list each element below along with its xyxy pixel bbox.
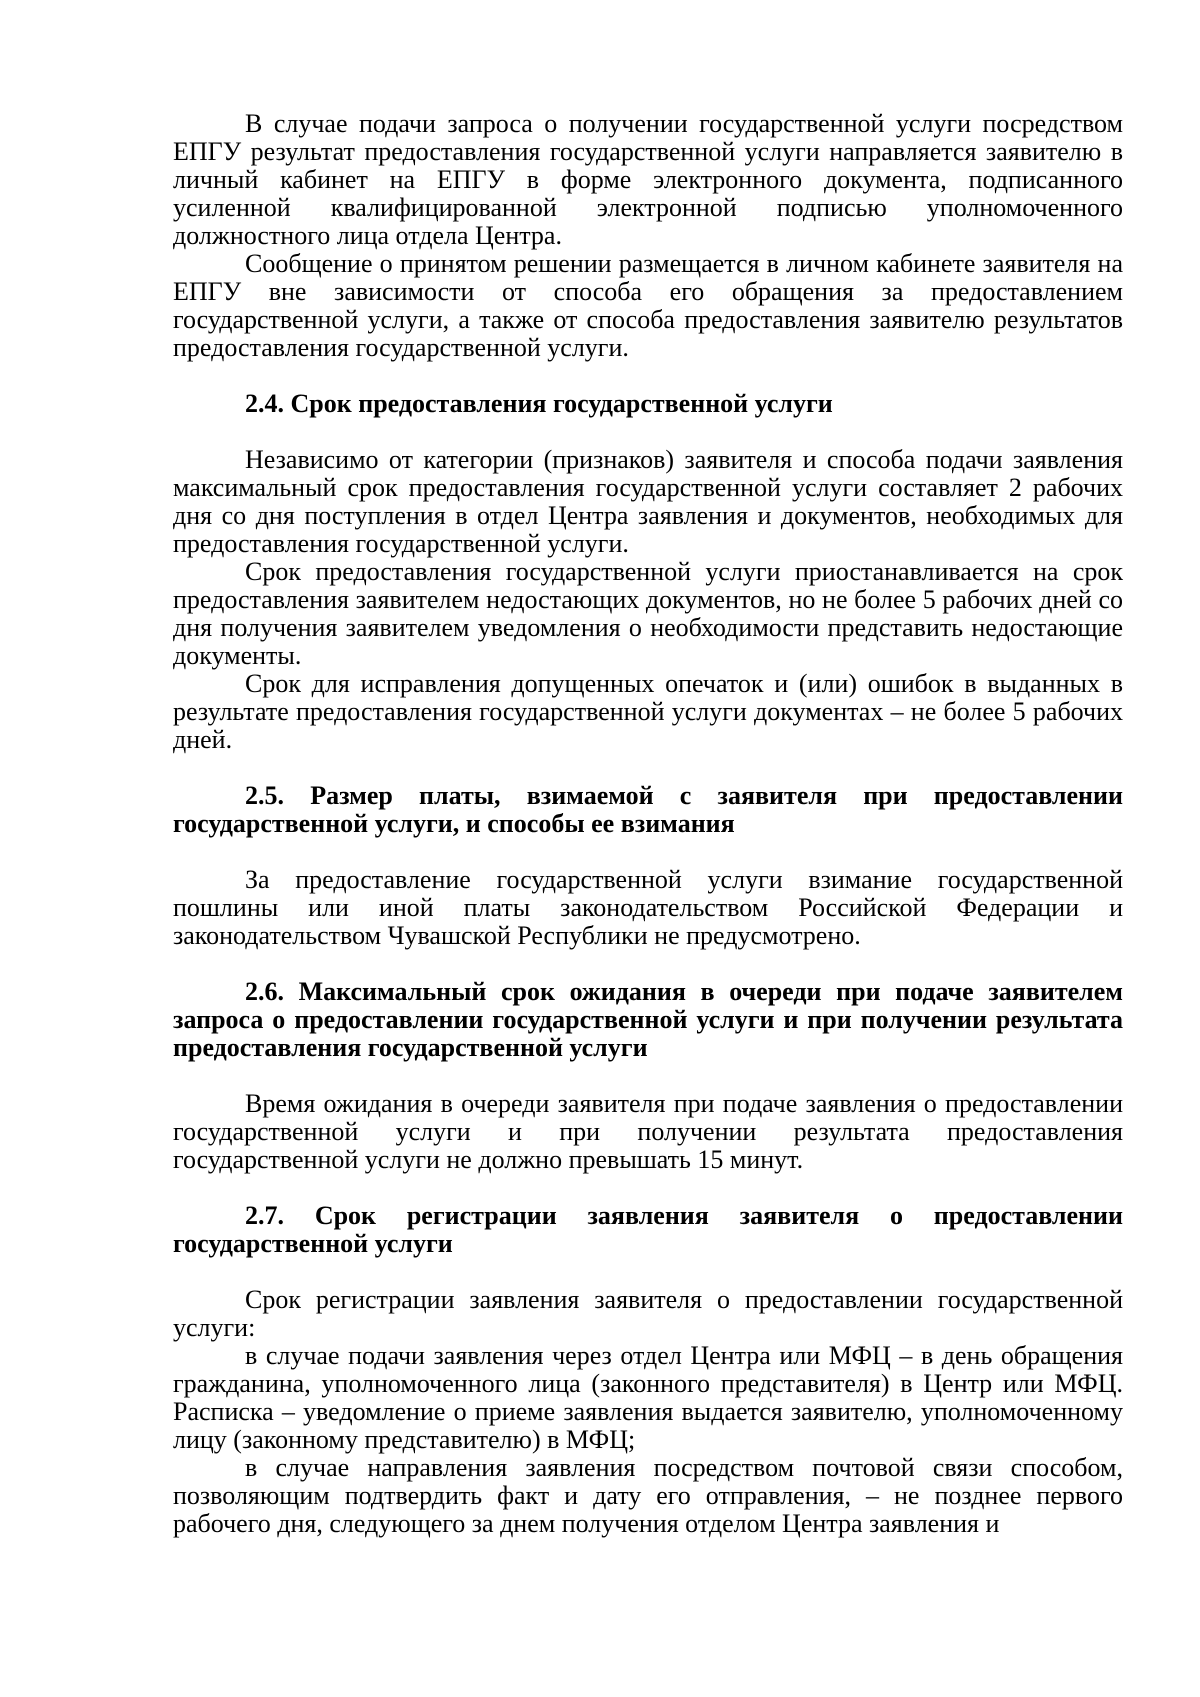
paragraph-correction-term: Срок для исправления допущенных опечаток и (или) ошибок в выданных в результате предоставления государственной услуги документах – не более 5 рабочих дней. xyxy=(173,669,1123,754)
section-heading-2-5: 2.5. Размер платы, взимаемой с заявителя при предоставлении государственной услуги, и способы ее взимания xyxy=(173,781,1123,838)
paragraph-suspension-term: Срок предоставления государственной услуги приостанавливается на срок предоставления заявителем недостающих документов, но не более 5 рабочих дней со дня получения заявителем уведомления о необходимости представить недостающие документы. xyxy=(173,557,1123,670)
document-page xyxy=(173,110,1123,1538)
paragraph-postal-submission: в случае направления заявления посредством почтовой связи способом, позволяющим подтвердить факт и дату его отправления, – не позднее первого рабочего дня, следующего за днем получения отделом Центра заявления и xyxy=(173,1453,1123,1538)
paragraph-waiting-time: Время ожидания в очереди заявителя при подаче заявления о предоставлении государственной услуги и при получении результата предоставления государственной услуги не должно превышать 15 минут. xyxy=(173,1089,1123,1174)
paragraph-decision-message: Сообщение о принятом решении размещается в личном кабинете заявителя на ЕПГУ вне зависимости от способа его обращения за предоставлением государственной услуги, а также от способа предоставления заявителю результатов предоставления государственной услуги. xyxy=(173,249,1123,362)
section-heading-2-4: 2.4. Срок предоставления государственной услуги xyxy=(245,389,833,418)
section-heading-2-7: 2.7. Срок регистрации заявления заявителя о предоставлении государственной услуги xyxy=(173,1201,1123,1258)
paragraph-max-term: Независимо от категории (признаков) заявителя и способа подачи заявления максимальный срок предоставления государственной услуги составляет 2 рабочих дня со дня поступления в отдел Центра заявления и документов, необходимых для предоставления государственной услуги. xyxy=(173,445,1123,558)
section-heading-2-6: 2.6. Максимальный срок ожидания в очереди при подаче заявителем запроса о предоставлении государственной услуги и при получении результата предоставления государственной услуги xyxy=(173,977,1123,1062)
paragraph-in-person-submission: в случае подачи заявления через отдел Центра или МФЦ – в день обращения гражданина, уполномоченного лица (законного представителя) в Центр или МФЦ. Расписка – уведомление о приеме заявления выдается заявителю, уполномоченному лицу (законному представителю) в МФЦ; xyxy=(173,1341,1123,1454)
paragraph-registration-term: Срок регистрации заявления заявителя о предоставлении государственной услуги: xyxy=(173,1285,1123,1342)
paragraph-epgu-result: В случае подачи запроса о получении государственной услуги посредством ЕПГУ результат предоставления государственной услуги направляется заявителю в личный кабинет на ЕПГУ в форме электронного документа, подписанного усиленной квалифицированной электронной подписью уполномоченного должностного лица отдела Центра. xyxy=(173,109,1123,250)
paragraph-fee: За предоставление государственной услуги взимание государственной пошлины или иной платы законодательством Российской Федерации и законодательством Чувашской Республики не предусмотрено. xyxy=(173,865,1123,950)
